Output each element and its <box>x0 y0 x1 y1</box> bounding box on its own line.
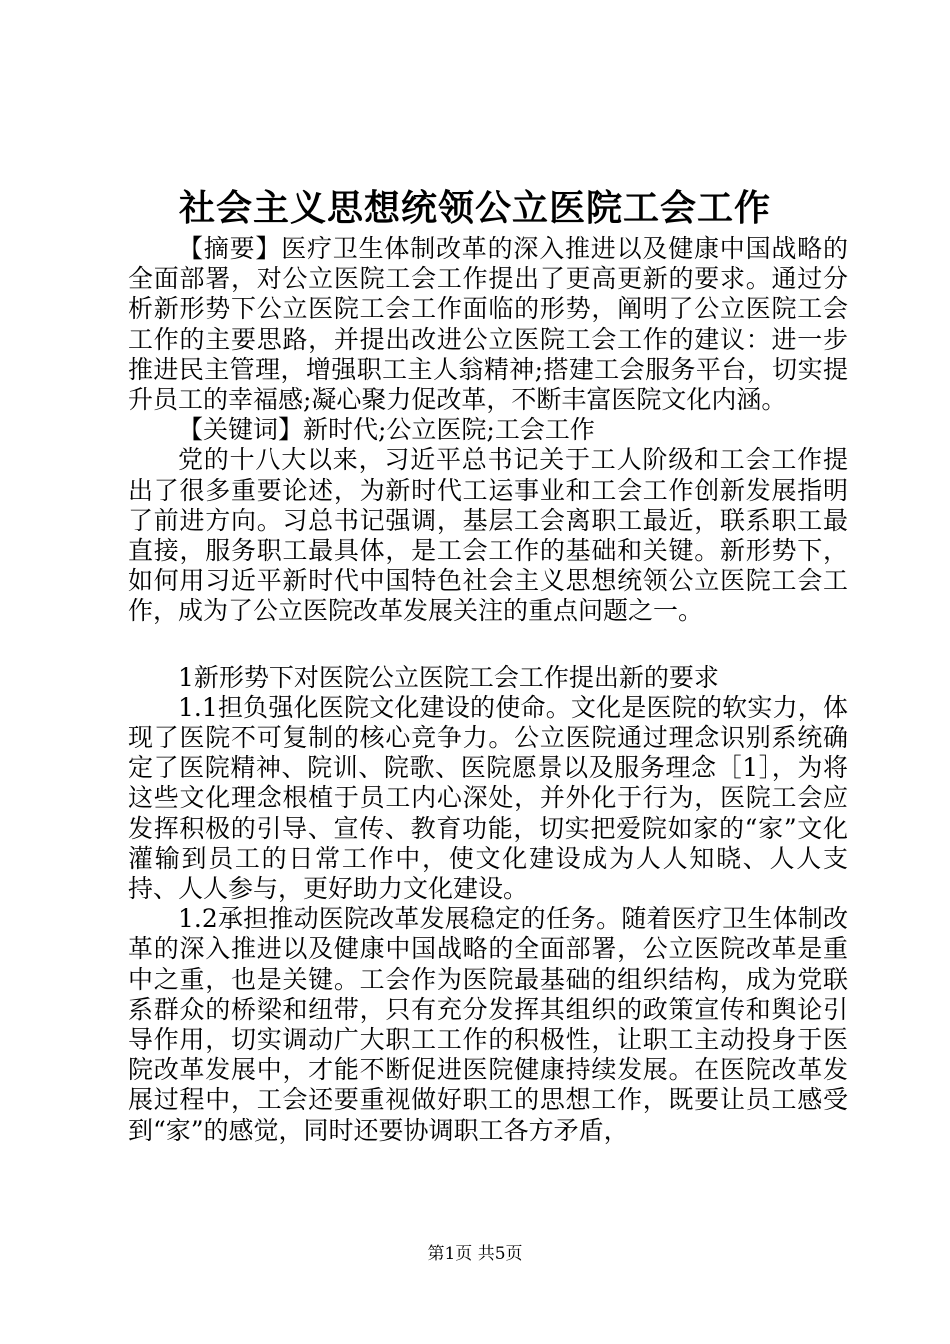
intro-paragraph: 党的十八大以来，习近平总书记关于工人阶级和工会工作提出了很多重要论述，为新时代工运事业和工会工作创新发展指明了前进方向。习总书记强调，基层工会离职工最近，联系职工最直接，服务职工最具体，是工会工作的基础和关键。新形势下，如何用习近平新时代中国特色社会主义思想统领公立医院工会工作，成为了公立医院改革发展关注的重点问题之一。 <box>128 445 848 626</box>
paragraph-gap <box>128 627 848 663</box>
section-1-2-paragraph: 1.2承担推动医院改革发展稳定的任务。随着医疗卫生体制改革的深入推进以及健康中国战略的全面部署，公立医院改革是重中之重，也是关键。工会作为医院最基础的组织结构，成为党联系群众的桥梁和纽带，只有充分发挥其组织的政策宣传和舆论引导作用，切实调动广大职工工作的积极性，让职工主动投身于医院改革发展中，才能不断促进医院健康持续发展。在医院改革发展过程中，工会还要重视做好职工的思想工作，既要让员工感受到“家”的感觉，同时还要协调职工各方矛盾， <box>128 904 848 1145</box>
section-heading: 1新形势下对医院公立医院工会工作提出新的要求 <box>178 662 719 692</box>
keywords-paragraph: 【关键词】新时代;公立医院;工会工作 <box>178 415 595 445</box>
document-title: 社会主义思想统领公立医院工会工作 <box>178 187 771 229</box>
abstract-paragraph: 【摘要】医疗卫生体制改革的深入推进以及健康中国战略的全面部署，对公立医院工会工作提出了更高更新的要求。通过分析新形势下公立医院工会工作面临的形势，阐明了公立医院工会工作的主要思路，并提出改进公立医院工会工作的建议：进一步推进民主管理，增强职工主人翁精神;搭建工会服务平台，切实提升员工的幸福感;凝心聚力促改革，不断丰富医院文化内涵。 <box>128 234 848 415</box>
document-body <box>128 234 848 1146</box>
page-footer: 第1页 共5页 <box>427 1244 523 1264</box>
section-1-1-paragraph: 1.1担负强化医院文化建设的使命。文化是医院的软实力，体现了医院不可复制的核心竞争力。公立医院通过理念识别系统确定了医院精神、院训、院歌、医院愿景以及服务理念［1］，为将这些文化理念根植于员工内心深处，并外化于行为，医院工会应发挥积极的引导、宣传、教育功能，切实把爱院如家的“家”文化灌输到员工的日常工作中，使文化建设成为人人知晓、人人支持、人人参与，更好助力文化建设。 <box>128 692 848 904</box>
